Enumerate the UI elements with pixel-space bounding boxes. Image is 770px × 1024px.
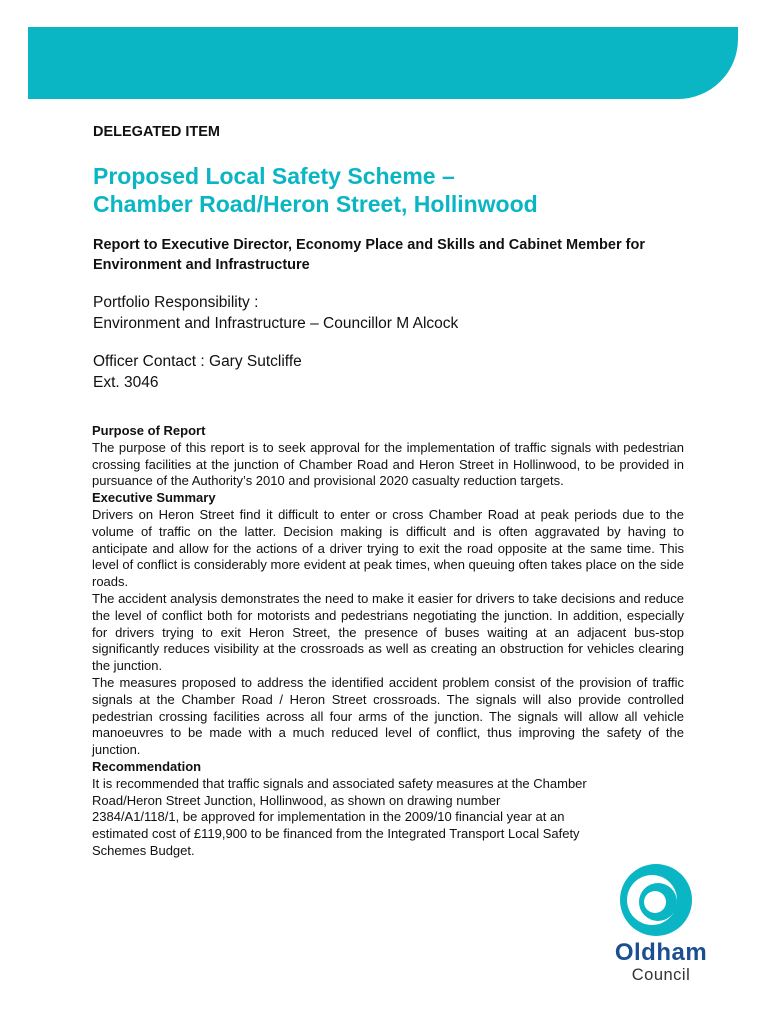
recommendation-line-1: It is recommended that traffic signals and associated safety measures at the Chamber [92, 775, 587, 791]
officer-contact: Officer Contact : Gary Sutcliffe [93, 353, 302, 370]
oldham-logo [606, 940, 716, 984]
officer-block [93, 351, 302, 393]
purpose-text: The purpose of this report is to seek approval for the implementation of traffic signals with pedestrian crossing facilities at the junction of Chamber Road and Heron Street in Hollinwood, to be provided in pursuance of the Authority’s 2010 and provisional 2020 casualty reduction targets. [92, 439, 684, 489]
title-line-2: Chamber Road/Heron Street, Hollinwood [93, 191, 538, 217]
report-to: Report to Executive Director, Economy Place and Skills and Cabinet Member for Environment and Infrastructure [93, 237, 645, 273]
logo-subtitle: Council [631, 966, 691, 984]
portfolio-value: Environment and Infrastructure – Councillor M Alcock [93, 315, 459, 332]
summary-paragraph-2: The accident analysis demonstrates the need to make it easier for drivers to take decisions and reduce the level of conflict both for motorists and pedestrians negotiating the junction. In addition, especially for drivers trying to exit Heron Street, the presence of buses waiting at an adjacent bus-stop significantly reduces visibility at the crossroads as well as creating an obstruction for vehicles clearing the junction. [92, 590, 684, 674]
summary-heading: Executive Summary [92, 490, 216, 506]
recommendation-line-4: estimated cost of £119,900 to be financed from the Integrated Transport Local Safety [92, 826, 580, 842]
recommendation-line-5: Schemes Budget. [92, 842, 195, 858]
recommendation-line-3: 2384/A1/118/1, be approved for implementation in the 2009/10 financial year at an [92, 809, 565, 825]
header-banner [28, 27, 738, 99]
logo-name: Oldham [614, 939, 708, 966]
summary-paragraph-1: Drivers on Heron Street find it difficult to enter or cross Chamber Road at peak periods due to the volume of traffic on the latter. Decision making is difficult and is often aggravated by having to anticipate and allow for the actions of a driver trying to exit the road opposite at the same time. This level of conflict is considerably more evident at peak times, when queuing often takes place on the side roads. [92, 506, 684, 590]
recommendation-line-2: Road/Heron Street Junction, Hollinwood, as shown on drawing number [92, 792, 501, 808]
portfolio-block [93, 292, 458, 334]
officer-extension: Ext. 3046 [93, 374, 159, 391]
summary-paragraph-3: The measures proposed to address the identified accident problem consist of the provision of traffic signals at the Chamber Road / Heron Street crossroads. The signals will also provide controlled pedestrian crossing facilities across all four arms of the junction. The signals will allow all vehicle manoeuvres to be made with a much reduced level of conflict, thus improving the safety of the junction. [92, 674, 684, 758]
report-body [92, 423, 684, 860]
title-line-1: Proposed Local Safety Scheme – [93, 163, 455, 189]
portfolio-label: Portfolio Responsibility : [93, 294, 259, 311]
purpose-heading: Purpose of Report [92, 423, 206, 438]
recommendation-heading: Recommendation [92, 758, 202, 774]
document-label: DELEGATED ITEM [93, 124, 221, 140]
page-title [93, 162, 538, 218]
